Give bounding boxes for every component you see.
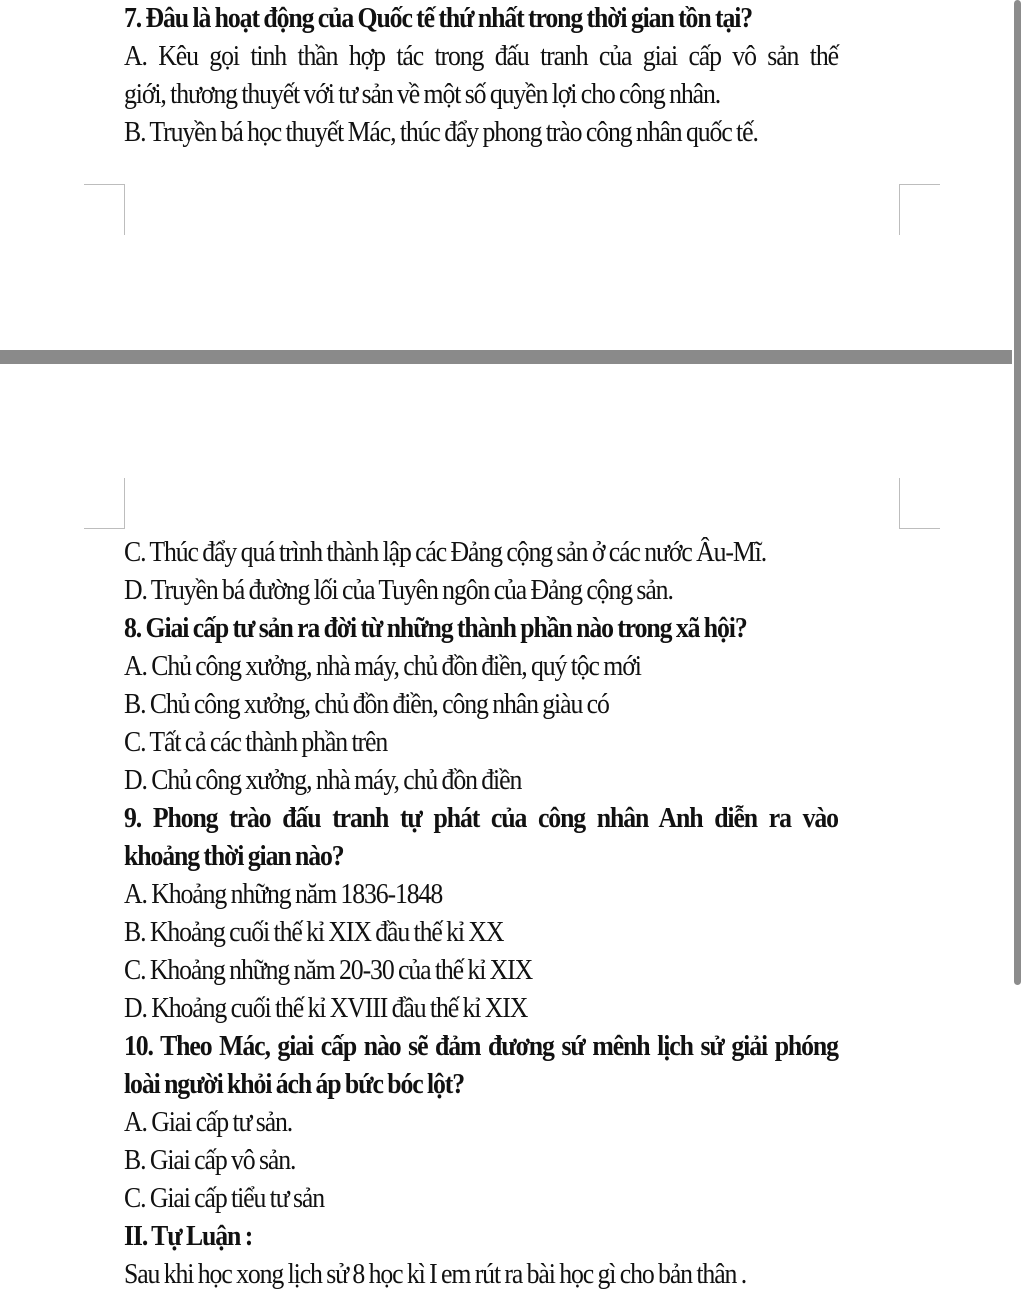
question-9-option-d: D. Khoảng cuối thế kỉ XVIII đầu thế kỉ XIX bbox=[124, 993, 528, 1024]
page-separator bbox=[0, 350, 1024, 364]
document-page-top bbox=[0, 0, 1012, 350]
question-9-option-c: C. Khoảng những năm 20-30 của thế kỉ XIX bbox=[124, 955, 533, 986]
scrollbar-track[interactable] bbox=[1012, 0, 1024, 1280]
question-10-option-a: A. Giai cấp tư sản. bbox=[124, 1107, 293, 1138]
question-9-title-line2: khoảng thời gian nào? bbox=[124, 841, 344, 872]
question-8-title: 8. Giai cấp tư sản ra đời từ những thành phần nào trong xã hội? bbox=[124, 613, 747, 644]
margin-corner-mark bbox=[84, 184, 125, 235]
question-7-option-d: D. Truyền bá đường lối của Tuyên ngôn của Đảng cộng sản. bbox=[124, 575, 673, 606]
question-8-option-a: A. Chủ công xưởng, nhà máy, chủ đồn điền, quý tộc mới bbox=[124, 651, 641, 682]
question-7-option-b: B. Truyền bá học thuyết Mác, thúc đẩy phong trào công nhân quốc tế. bbox=[124, 117, 758, 148]
question-10-title-line2: loài người khỏi ách áp bức bóc lột? bbox=[124, 1069, 465, 1100]
question-7-title: 7. Đâu là hoạt động của Quốc tế thứ nhất trong thời gian tồn tại? bbox=[124, 3, 753, 34]
question-9-option-a: A. Khoảng những năm 1836-1848 bbox=[124, 879, 443, 910]
essay-section-heading: II. Tự Luận : bbox=[124, 1221, 253, 1252]
question-7-option-a-line1: A. Kêu gọi tinh thần hợp tác trong đấu tranh của giai cấp vô sản thế bbox=[124, 41, 838, 72]
question-10-option-c: C. Giai cấp tiểu tư sản bbox=[124, 1183, 325, 1214]
document-page-bottom bbox=[0, 364, 1012, 1290]
question-10-title-line1: 10. Theo Mác, giai cấp nào sẽ đảm đương sứ mênh lịch sử giải phóng bbox=[124, 1031, 838, 1062]
margin-corner-mark bbox=[899, 478, 940, 529]
page-top-text bbox=[124, 0, 838, 152]
scrollbar-thumb[interactable] bbox=[1014, 0, 1021, 985]
question-8-option-c: C. Tất cả các thành phần trên bbox=[124, 727, 388, 758]
question-9-option-b: B. Khoảng cuối thế kỉ XIX đầu thế kỉ XX bbox=[124, 917, 504, 948]
question-9-title-line1: 9. Phong trào đấu tranh tự phát của công nhân Anh diễn ra vào bbox=[124, 803, 838, 834]
margin-corner-mark bbox=[899, 184, 940, 235]
question-10-option-b: B. Giai cấp vô sản. bbox=[124, 1145, 296, 1176]
question-7-option-c: C. Thúc đẩy quá trình thành lập các Đảng cộng sản ở các nước Âu-Mĩ. bbox=[124, 537, 767, 568]
question-8-option-b: B. Chủ công xưởng, chủ đồn điền, công nhân giàu có bbox=[124, 689, 609, 720]
question-8-option-d: D. Chủ công xưởng, nhà máy, chủ đồn điền bbox=[124, 765, 522, 796]
margin-corner-mark bbox=[84, 478, 125, 529]
page-bottom-text bbox=[124, 534, 838, 1294]
question-7-option-a-line2: giới, thương thuyết với tư sản về một số quyền lợi cho công nhân. bbox=[124, 79, 721, 110]
essay-prompt: Sau khi học xong lịch sử 8 học kì I em rút ra bài học gì cho bản thân . bbox=[124, 1259, 747, 1290]
